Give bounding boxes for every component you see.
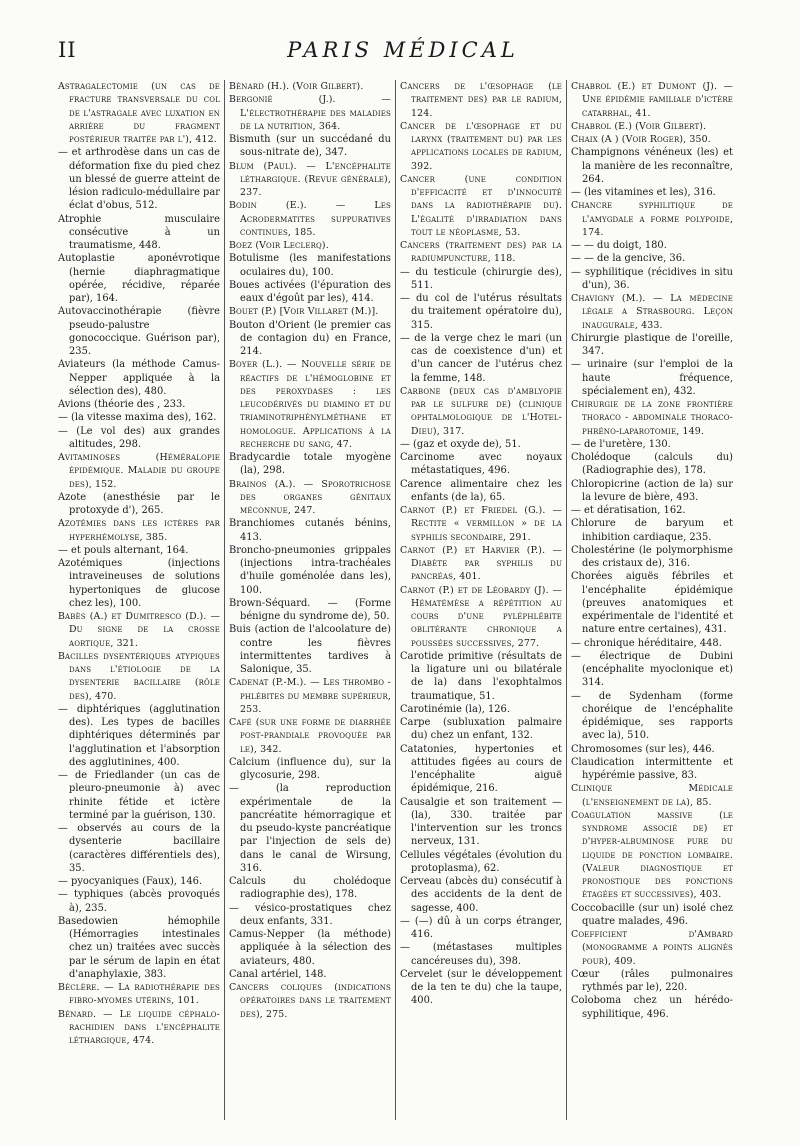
index-entry: Coloboma chez un hérédo-syphilitique, 496. [571,995,733,1020]
index-entry: Chromosomes (sur les), 446. [571,743,715,755]
index-entry: Bouet (P.) [Voir Villaret (M.)]. [229,306,379,318]
index-entry: Carbone (deux cas d'amblyopie par le sulfure de) (clinique ophtalmologique de l'Hotel-Dieu), 317. [400,385,562,437]
index-entry: Broncho-pneumonies grippales (injections intra-trachéales d'huile goménolée dans les), 100. [229,544,391,596]
index-entry: Claudication intermittente et hypérémie passive, 83. [571,756,733,781]
index-entry: Brainos (A.). — Sporotrichose des organes génitaux méconnue, 247. [229,478,391,516]
index-entry: Coagulation massive (le syndrome associé de) et d'hyper-albuminose pure du liquide de ponction lombaire. (Valeur diagnostique et pronostique des ponctions étagées et successives), 403. [571,809,733,901]
index-entry: — électrique de Dubini (encéphalite myoclonique et) 314. [571,650,733,689]
index-entry: — de l'uretère, 130. [571,438,671,450]
index-column-2 [229,80,391,1021]
column-divider [224,80,225,1120]
index-entry: — (Le vol des) aux grandes altitudes, 298. [58,425,220,450]
index-entry: — (la reproduction expérimentale de la pancréatite hémorragique et du pseudo-kyste pancréatique par l'injection de sels de) dans le canal de Wirsung, 316. [229,783,391,874]
index-entry: Brown-Séquard. — (Forme bénigne du syndrome de), 50. [229,597,391,622]
index-entry: Autovaccinothérapie (fièvre pseudo-palustre gonococcique. Guérison par), 235. [58,306,220,357]
index-entry: Bradycardie totale myogène (la), 298. [229,452,391,477]
index-entry: Carcinome avec noyaux métastatiques, 496. [400,452,562,477]
index-entry: — (la vitesse maxima des), 162. [58,412,217,424]
index-entry: Cancers de l'œsophage (le traitement des) par le radium, 124. [400,81,562,119]
column-divider [566,80,567,1120]
index-entry: Chancre syphilitique de l'amygdale a forme polypoide, 174. [571,200,733,238]
index-entry: — et arthrodèse dans un cas de déformation fixe du pied chez un blessé de guerre atteint de lésion radiculo-médullaire par éclat d'obus, 512. [58,147,221,212]
index-entry: — vésico-prostatiques chez deux enfants, 331. [229,902,391,927]
index-entry: — typhiques (abcès provoqués à), 235. [58,889,220,914]
index-entry: — diphtériques (agglutination des). Les types de bacilles diphtériques déterminés par l'agglutination et l'absorption des agglutinines, 400. [58,703,220,768]
index-entry: — et pouls alternant, 164. [58,544,189,556]
index-entry: Bacilles dysentériques atypiques dans l'étiologie de la dysenterie bacillaire (rôle des), 470. [58,650,220,702]
index-entry: Boues activées (l'épuration des eaux d'égoût par les), 414. [229,279,391,304]
index-entry: Blum (Paul). — L'encéphalite léthargique. (Revue générale), 237. [229,160,391,198]
index-entry: — de Friedlander (un cas de pleuro-pneumonie à) avec rhinite fétide et ictère terminé par la guérison, 130. [58,770,220,821]
index-entry: Azotémies dans les ictères par hyperhémolyse, 385. [58,518,220,543]
index-entry: — du col de l'utérus résultats du traitement opératoire du), 315. [400,293,562,331]
index-entry: — chronique héréditaire, 448. [571,637,722,649]
column-divider [395,80,396,1120]
index-entry: Babès (A.) et Dumitresco (D.). — Du signe de la crosse aortique, 321. [58,611,220,649]
index-entry: Catatonies, hypertonies et attitudes figées au cours de l'encéphalite aiguë épidémique, 216. [400,743,562,795]
index-entry: Calcium (influence du), sur la glycosurie, 298. [229,756,391,781]
index-entry: Bismuth (sur un succédané du sous-nitrate de), 347. [229,134,391,159]
index-entry: Carnot (P.) et de Léobardy (J). — Hématémèse a répétition au cours d'une pyléphlébite oblitérante chronique a poussées successives, 277. [400,584,562,649]
index-entry: Chlorure de baryum et inhibition cardiaque, 235. [571,518,733,543]
index-entry: Bodin (E.). — Les Acrodermatites suppuratives continues, 185. [229,200,391,238]
index-entry: Cholédoque (calculs du) (Radiographie des), 178. [571,452,733,477]
journal-title: PARIS MÉDICAL [287,38,519,62]
index-entry: Causalgie et son traitement — (la), 330. traitée par l'intervention sur les troncs nerveux, 131. [400,796,562,848]
index-entry: — et dératisation, 162. [571,505,686,516]
index-entry: — observés au cours de la dysenterie bacillaire (caractères différentiels des), 35. [58,823,220,874]
page-header [58,38,748,68]
index-entry: Carpe (subluxation palmaire du) chez un enfant, 132. [400,717,562,742]
index-entry: Azotémiques (injections intraveineuses de solutions hypertoniques de glucose chez les), 100. [58,558,220,609]
index-entry: Atrophie musculaire consécutive à un traumatisme, 448. [58,213,220,251]
index-entry: — pyocyaniques (Faux), 146. [58,876,203,887]
index-entry: Bergonié (J.). — L'électrothérapie des maladies de la nutrition, 364. [229,94,391,132]
index-column-4 [571,80,733,1021]
index-entry: Bénard. — Le liquide céphalo-rachidien dans l'encéphalite léthargique, 474. [58,1008,220,1046]
index-entry: Chabrol (E.) et Dumont (J). — Une épidémie familiale d'ictère catarrhal, 41. [571,81,733,119]
index-entry: — de la verge chez le mari (un cas de coexistence d'un) et d'un cancer de l'utérus chez la femme, 148. [400,332,562,384]
index-entry: — (gaz et oxyde de), 51. [400,438,521,450]
index-entry: — — du doigt, 180. [571,240,667,251]
index-entry: — de Sydenham (forme choréique de l'encéphalite épidémique, ses rapports avec la), 510. [571,690,733,742]
index-entry: Cellules végétales (évolution du protoplasma), 62. [400,849,562,874]
index-entry: Carnot (P.) et Harvier (P.). — Diabète par syphilis du pancréas, 401. [400,544,562,583]
index-entry: Clinique Médicale (l'enseignement de la), 85. [571,783,733,808]
index-entry: Coccobacille (sur un) isolé chez quatre malades, 496. [571,902,733,927]
index-entry: Chirurgie de la zone frontière thoraco - abdominale thoraco-phréno-laparotomie, 149. [571,399,733,437]
index-entry: Cancers (traitement des) par la radiumpuncture, 118. [400,240,562,265]
index-entry: Carotinémie (la), 126. [400,703,510,715]
index-entry: Cœur (râles pulmonaires rythmés par le), 220. [571,968,733,993]
index-entry: Azote (anesthésie par le protoxyde d'), 265. [58,491,220,516]
index-entry: Chaix (A ) (Voir Roger), 350. [571,134,711,145]
index-entry: Avitaminoses (Héméralopie épidémique. Maladie du groupe des), 152. [58,452,220,490]
index-entry: Chorées aiguës fébriles et l'encéphalite épidémique (preuves anatomiques et expérimentale de l'identité et nature entre certaines), 431. [571,571,733,636]
index-entry: Cholestérine (le polymorphisme des cristaux de), 316. [571,544,733,569]
index-entry: Coefficient d'Ambard (monogramme a points alignés pour), 409. [571,929,733,967]
index-entry: Cerveau (abcès du) consécutif à des accidents de la dent de sagesse, 400. [400,876,562,914]
index-entry: — (métastases multiples cancéreuses du), 398. [400,942,562,967]
index-columns [58,80,748,1130]
index-entry: Chloropicrine (action de la) sur la levure de bière, 493. [571,478,733,503]
index-entry: Avions (théorie des , 233. [58,399,186,410]
index-entry: Carotide primitive (résultats de la ligature uni ou bilatérale de la) dans l'exophtalmos traumatique, 51. [400,650,562,702]
index-entry: Cervelet (sur le développement de la ten te du) che la taupe, 400. [400,968,562,1007]
index-entry: Béclère. — La radiothérapie des fibro-myomes utérins, 101. [58,982,220,1007]
index-entry: Basedowien hémophile (Hémorragies intestinales chez un) traitées avec succès par le sérum de lapin en état d'anaphylaxie, 383. [58,915,220,980]
index-entry: Café (sur une forme de diarrhée post-prandiale provoquée par le), 342. [229,717,391,755]
index-entry: Aviateurs (la méthode Camus-Nepper appliquée à la sélection des), 480. [58,359,220,397]
index-entry: Cancer (une condition d'efficacité et d'innocuité dans la radiothérapie du). L'égalité d'irradiation dans tout le néoplasme, 53. [400,173,562,238]
index-entry: Carnot (P.) et Friedel (G.). — Rectite « vermillon » de la syphilis secondaire, 291. [400,505,562,543]
index-entry: Astragalectomie (un cas de fracture transversale du col de l'astragale avec luxation en arrière du fragment postérieur traitée par l'), 412. [58,81,220,145]
index-entry: Calculs du cholédoque radiographie des), 178. [229,876,391,901]
index-column-1 [58,80,220,1047]
index-column-3 [400,80,562,1008]
index-entry: Carence alimentaire chez les enfants (de la), 65. [400,478,562,503]
index-entry: Chavigny (M.). — La médecine légale a Strasbourg. Leçon inaugurale, 433. [571,293,733,331]
index-entry: — (les vitamines et les), 316. [571,187,716,198]
index-entry: Cancers coliques (indications opératoires dans le traitement des), 275. [229,982,391,1020]
index-entry: Boez (Voir Leclerq). [229,240,329,251]
index-entry: Boyer (L.). — Nouvelle série de réactifs de l'hémoglobine et des peroxydases : les leucodérivés du diamino et du triaminotriphénylméthane et homologue. Applications à la recherche du sang, 47. [229,359,391,450]
index-entry: Chabrol (E.) (Voir Gilbert). [571,120,707,132]
index-entry: — du testicule (chirurgie des), 511. [400,266,562,291]
index-entry: Canal artériel, 148. [229,968,327,980]
index-entry: Autoplastie aponévrotique (hernie diaphragmatique opérée, récidive, réparée par), 164. [58,253,220,304]
index-entry: Cadenat (P.-M.). — Les thrombo - phlébites du membre supérieur, 253. [229,677,391,715]
index-entry: — (—) dû à un corps étranger, 416. [400,915,562,940]
index-entry: Bénard (H.). (Voir Gilbert). [229,81,364,92]
index-entry: — — de la gencive, 36. [571,253,686,265]
page-number: II [58,38,77,62]
index-entry: Chirurgie plastique de l'oreille, 347. [571,332,733,357]
index-entry: — urinaire (sur l'emploi de la haute fréquence, spécialement en), 432. [571,359,733,397]
index-entry: Branchiomes cutanés bénins, 413. [229,518,391,543]
index-entry: Cancer de l'œsophage et du larynx (traitement du) par les applications locales de radium, 392. [400,120,562,172]
index-entry: — syphilitique (récidives in situ d'un), 36. [571,266,733,291]
index-entry: Buis (action de l'alcoolature de) contre les fièvres intermittentes tardives à Salonique, 35. [229,624,391,675]
index-entry: Bouton d'Orient (le premier cas de contagion du) en France, 214. [229,319,391,357]
index-entry: Botulisme (les manifestations oculaires du), 100. [229,253,391,278]
index-entry: Camus-Nepper (la méthode) appliquée à la sélection des aviateurs, 480. [229,929,391,967]
index-entry: Champignons vénéneux (les) et la manière de les reconnaître, 264. [571,147,733,185]
